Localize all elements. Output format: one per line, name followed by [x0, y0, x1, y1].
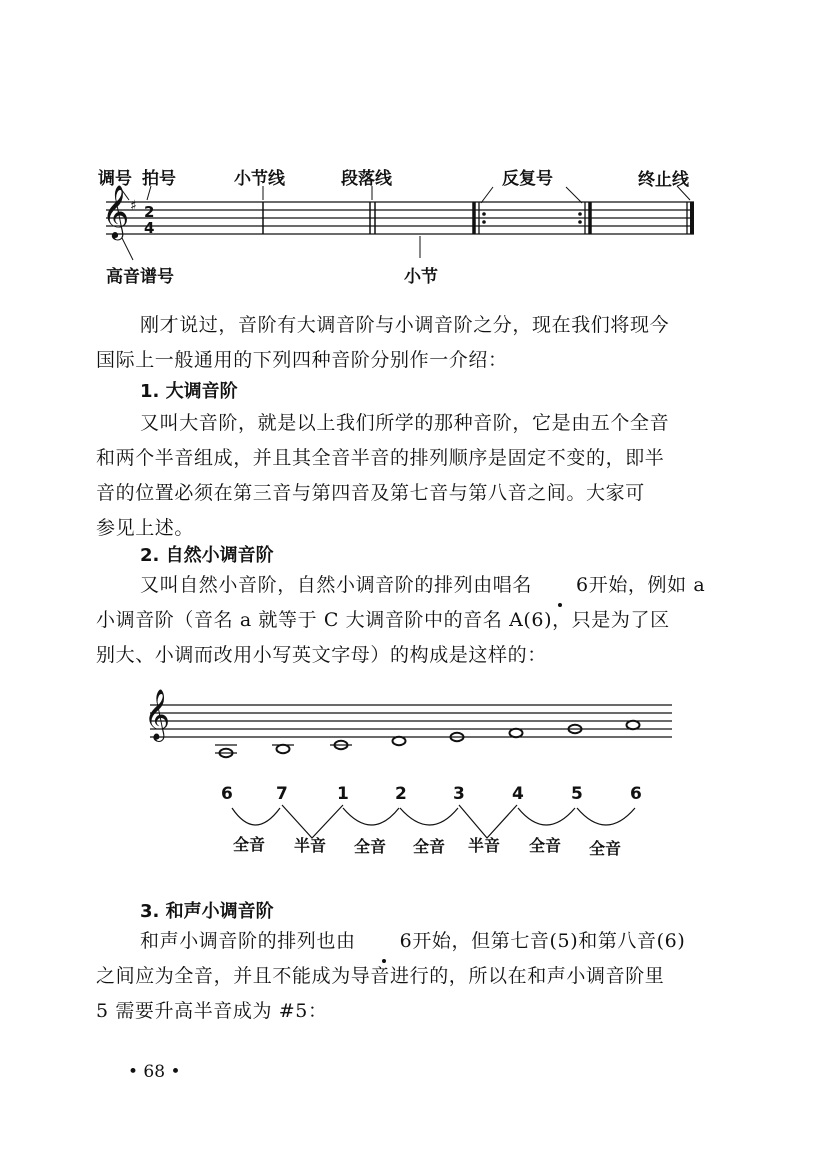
label-bar-line: 小节线	[234, 169, 285, 189]
interval-label: 全音	[413, 837, 446, 856]
interval-label: 全音	[589, 839, 622, 858]
treble-clef-icon: 𝄞	[144, 689, 171, 740]
section2-line-2: 小调音阶（音名 a 就等于 C 大调音阶中的音名 A(6)，只是为了区	[96, 609, 670, 631]
section3-line-3: 5 需要升高半音成为 #5：	[96, 1000, 328, 1022]
interval-label: 全音	[233, 835, 266, 854]
section1-line-4: 参见上述。	[96, 517, 195, 539]
section1-line-2: 和两个半音组成，并且其全音半音的排列顺序是固定不变的，即半	[96, 447, 665, 469]
label-final-line: 终止线	[638, 170, 689, 190]
section2-line-3: 别大、小调而改用小写英文字母）的构成是这样的：	[96, 644, 547, 666]
interval-label: 全音	[529, 836, 562, 855]
scale-degree: 1	[337, 784, 349, 804]
note-a4	[627, 721, 640, 729]
label-time-signature: 拍号	[142, 169, 176, 189]
scale-degree: 2	[395, 784, 407, 804]
scale-degree: 4	[512, 784, 524, 804]
interval-label: 半音	[294, 836, 327, 855]
section3-line-1	[96, 924, 722, 959]
scale-degree: 7	[276, 784, 288, 804]
section-heading-major-scale: 1. 大调音阶	[140, 381, 238, 402]
section1-line-1: 又叫大音阶，就是以上我们所学的那种音阶，它是由五个全音	[140, 412, 670, 434]
scale-degree: 5	[571, 784, 583, 804]
scale-degree: 6	[630, 784, 642, 804]
note-b3	[277, 745, 290, 753]
intro-line-2: 国际上一般通用的下列四种音阶分别作一介绍：	[96, 349, 508, 371]
label-repeat-sign: 反复号	[502, 169, 553, 189]
section3-line-1b: 开始，但第七音(5)和第八音(6)	[412, 930, 686, 952]
interval-label: 半音	[468, 836, 501, 855]
intro-line-1: 刚才说过，音阶有大调音阶与小调音阶之分，现在我们将现今	[140, 314, 670, 336]
page-number: • 68 •	[128, 1062, 181, 1082]
section2-line-1a: 又叫自然小音阶，自然小调音阶的排列由唱名	[140, 574, 533, 596]
section3-line-2: 之间应为全音，并且不能成为导音进行的，所以在和声小调音阶里	[96, 965, 665, 987]
section3-paragraph	[96, 924, 722, 1029]
scale-degree: 3	[453, 784, 465, 804]
note-d4	[393, 737, 406, 745]
low-six-numeral: 6	[356, 924, 413, 959]
section3-line-1a: 和声小调音阶的排列也由	[140, 930, 356, 952]
section2-line-1b: 开始，例如 a	[588, 574, 706, 596]
svg-text:4: 4	[144, 219, 155, 237]
label-section-line: 段落线	[341, 169, 392, 189]
scale-degree: 6	[221, 784, 233, 804]
label-treble-clef: 高音谱号	[106, 267, 174, 287]
low-six-numeral: 6	[532, 568, 589, 603]
interval-label: 全音	[354, 837, 387, 856]
svg-text:2: 2	[144, 203, 155, 221]
section-heading-harmonic-minor: 3. 和声小调音阶	[140, 901, 274, 922]
section-heading-natural-minor: 2. 自然小调音阶	[140, 545, 274, 566]
treble-clef-icon: 𝄞	[102, 184, 130, 238]
svg-text:♯: ♯	[130, 198, 137, 214]
section1-line-3: 音的位置必须在第三音与第四音及第七音与第八音之间。大家可	[96, 482, 645, 504]
note-f4	[510, 729, 523, 737]
label-measure: 小节	[404, 267, 438, 287]
label-key-signature: 调号	[98, 169, 132, 189]
